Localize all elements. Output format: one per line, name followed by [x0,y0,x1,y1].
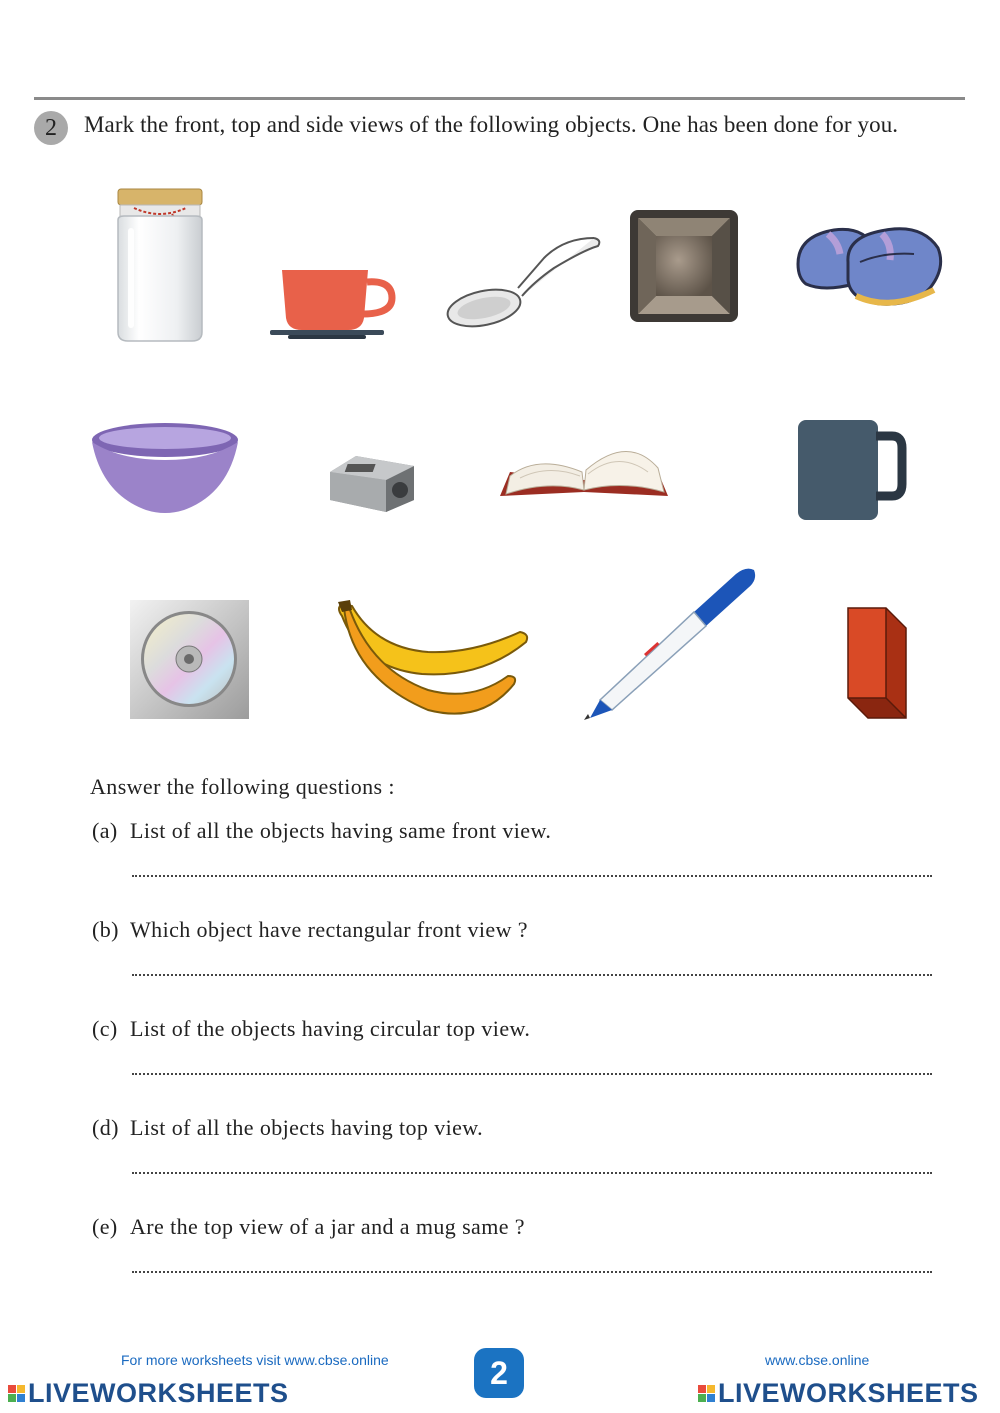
answer-line-a[interactable] [132,872,932,877]
question-c [92,1016,952,1042]
question-d [92,1115,952,1141]
answer-line-b[interactable] [132,971,932,976]
brick-icon [846,606,908,720]
banana-icon [332,598,532,722]
cd-icon [130,600,249,719]
question-e [92,1214,952,1240]
answers-title: Answer the following questions : [90,774,395,799]
question-b [92,917,952,943]
jar-icon [112,186,208,344]
question-e-text: Are the top view of a jar and a mug same ? [130,1214,525,1239]
question-b-label: (b) [92,917,119,942]
brand-name-left: LIVEWORKSHEETS [28,1378,289,1408]
brand-logo-left [8,1378,289,1409]
question-d-label: (d) [92,1115,119,1140]
mug-icon [796,418,908,522]
question-c-text: List of the objects having circular top view. [130,1016,531,1041]
top-rule [34,97,965,100]
brand-name-right: LIVEWORKSHEETS [718,1378,979,1408]
question-number: 2 [34,111,68,145]
book-icon [498,432,670,502]
question-a [92,818,952,844]
question-d-text: List of all the objects having top view. [130,1115,484,1140]
answer-line-c[interactable] [132,1070,932,1075]
brand-logo-right [698,1378,979,1409]
tray-icon [628,208,740,324]
answer-line-d[interactable] [132,1169,932,1174]
footer-link-left[interactable]: For more worksheets visit www.cbse.online [121,1352,389,1368]
question-e-label: (e) [92,1214,118,1239]
question-instruction: Mark the front, top and side views of the following objects. One has been done for you. [84,112,899,137]
question-a-label: (a) [92,818,118,843]
page-number-badge: 2 [474,1348,524,1398]
pen-icon [582,564,758,720]
question-a-text: List of all the objects having same front view. [130,818,552,843]
sharpener-icon [326,452,418,514]
spoon-icon [444,232,604,330]
cup-icon [268,266,396,342]
shoes-icon [794,208,946,312]
bowl-icon [90,420,240,516]
footer-link-right[interactable]: www.cbse.online [765,1352,870,1368]
answer-line-e[interactable] [132,1268,932,1273]
brand-mark-icon [698,1385,715,1402]
question-c-label: (c) [92,1016,118,1041]
brand-mark-icon [8,1385,25,1402]
question-b-text: Which object have rectangular front view ? [130,917,528,942]
